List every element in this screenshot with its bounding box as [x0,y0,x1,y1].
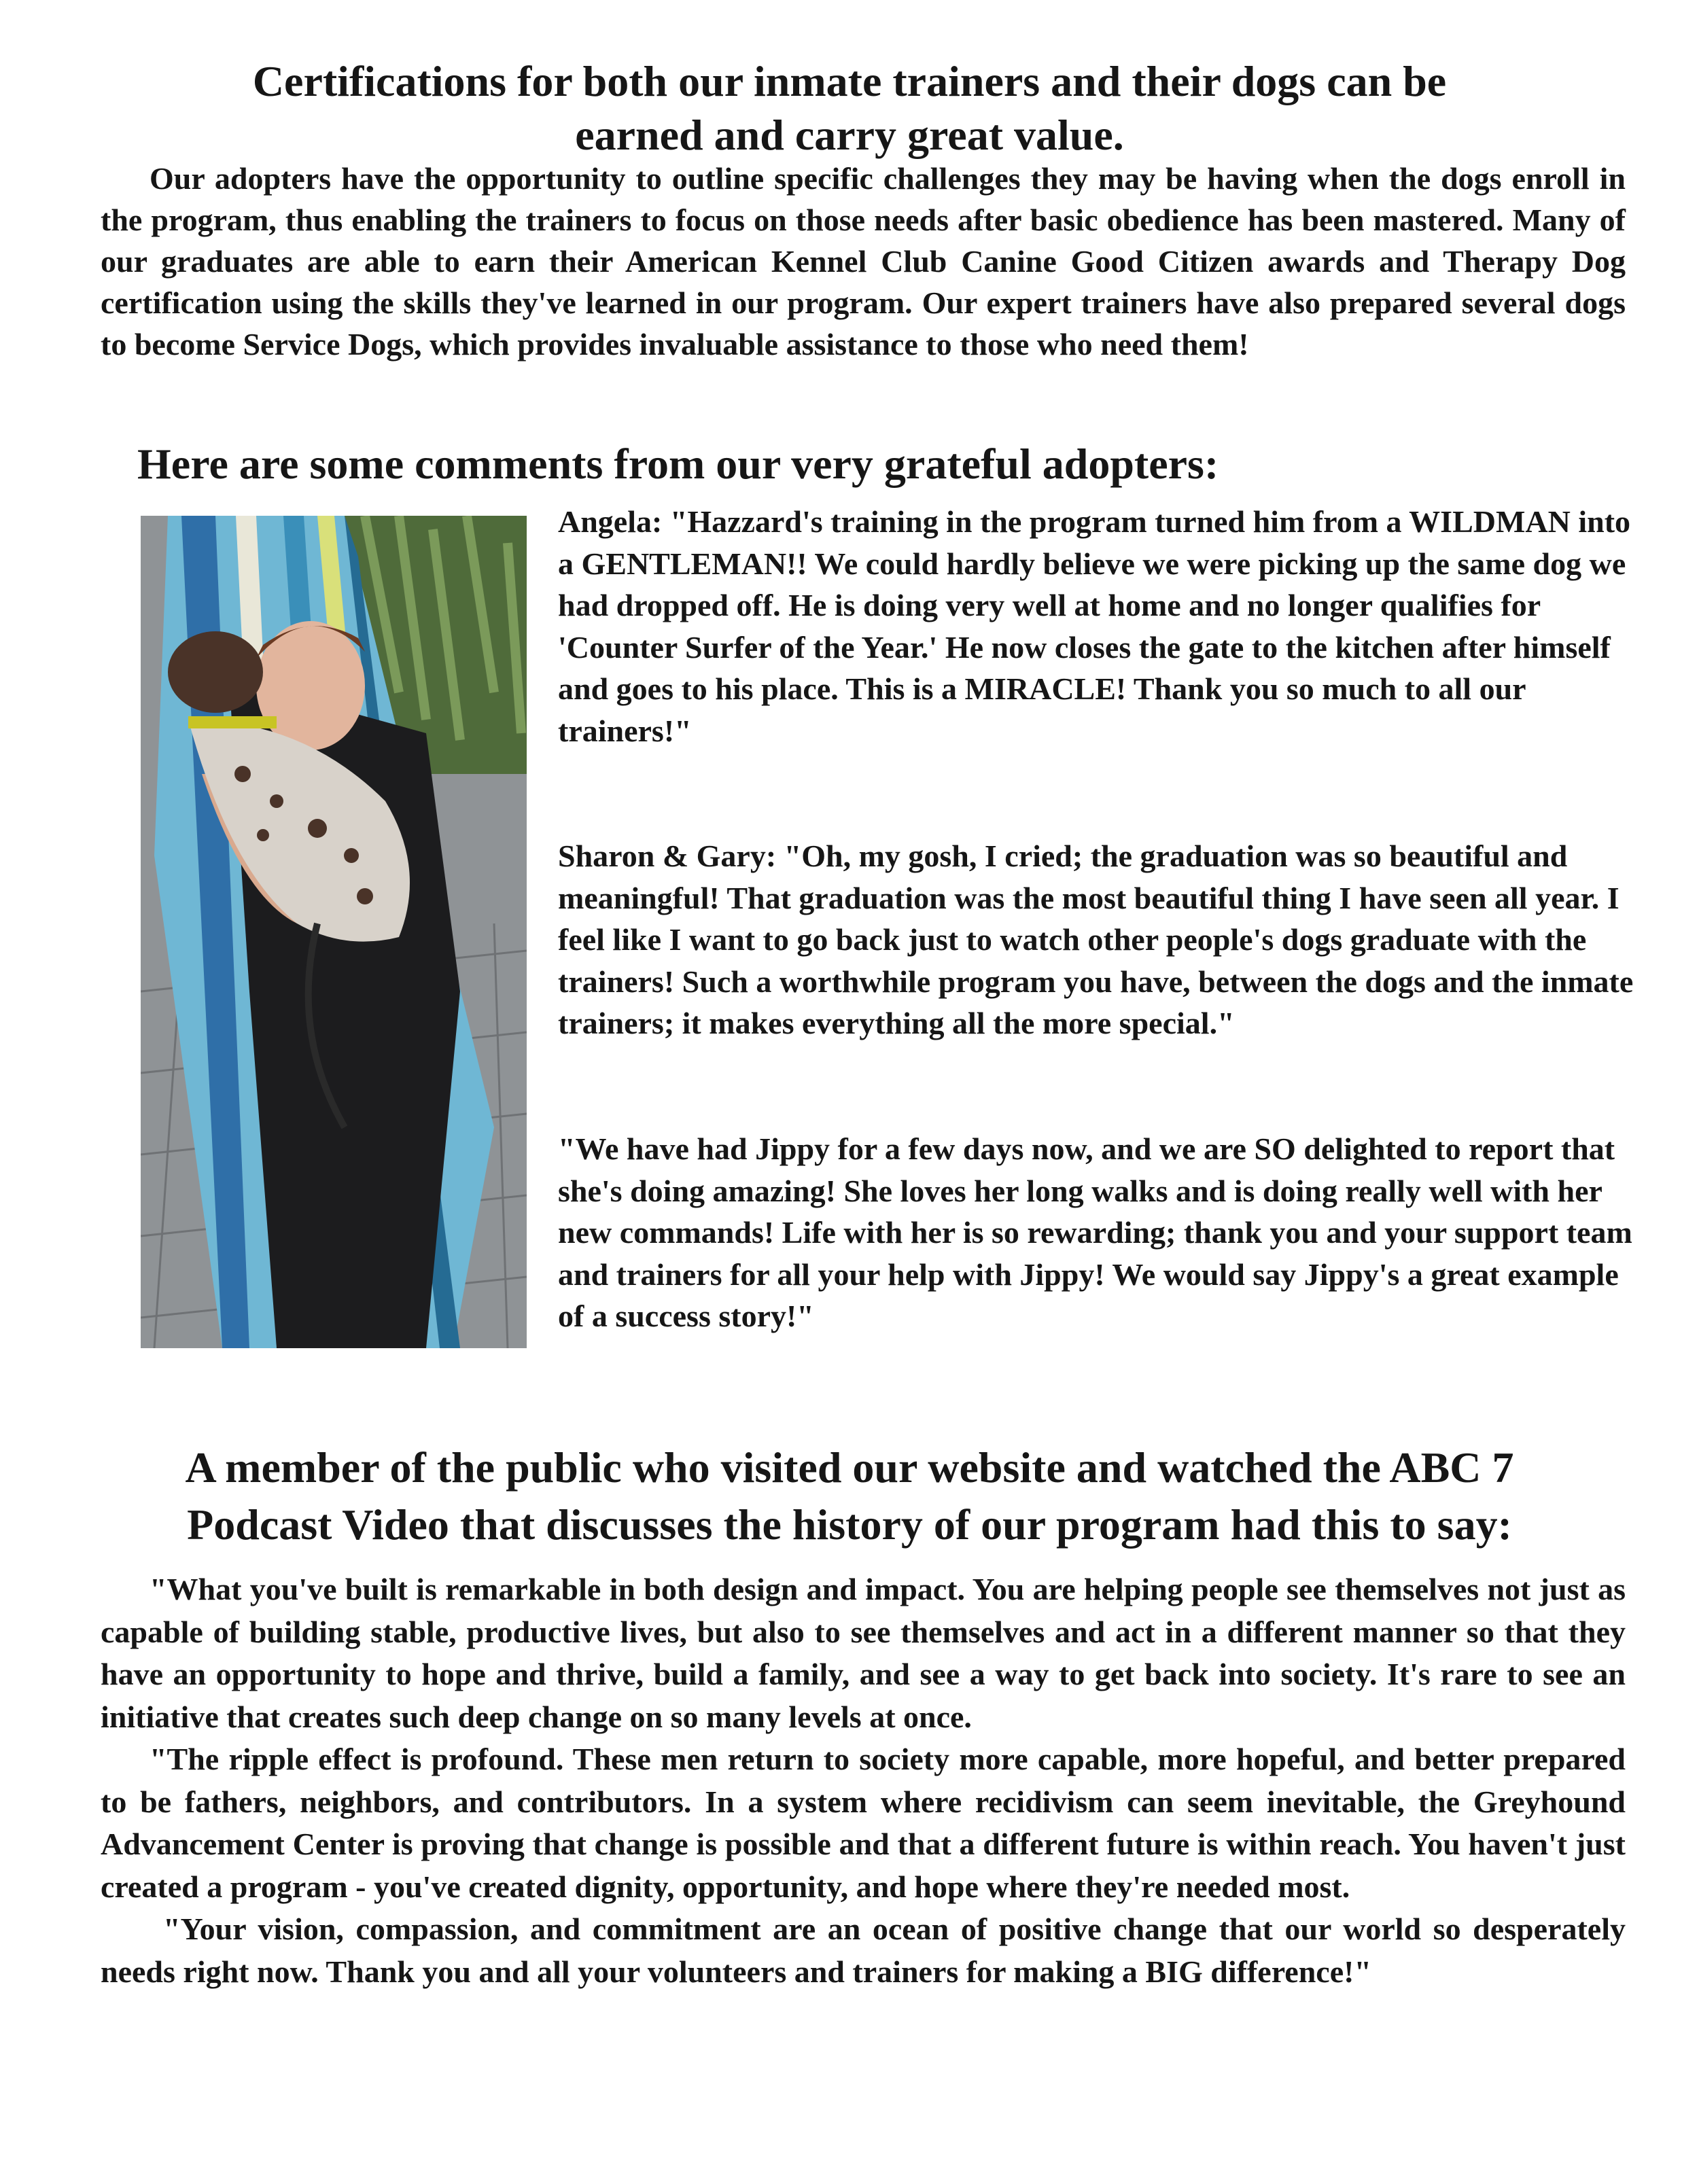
testimonial-angela: Angela: "Hazzard's training in the program turned him from a WILDMAN into a GENTLEMAN!! We could hardly believe we were picking up the same dog we had dropped off. He is doing very well at home and no longer qualifies for 'Counter Surfer of the Year.' He now closes the gate to the kitchen after himself and goes to his place. This is a MIRACLE! Thank you so much to all our trainers!" [558,504,1631,748]
public-quote [101,1568,1626,1993]
public-quote-paragraph-3 [101,1908,1626,1993]
public-quote-paragraph-2-text: "The ripple effect is profound. These men return to society more capable, more hopeful, and better prepared to be fathers, neighbors, and contributors. In a system where recidivism can seem inevitable, the Greyhound Advancement Center is proving that change is possible and that a different future is within reach. You haven't just created a program - you've created dignity, opportunity, and hope where they're needed most. [101,1742,1626,1904]
certifications-heading-line-2: earned and carry great value. [575,111,1124,159]
hammock-photo [141,516,527,1348]
testimonial-sharon-gary: Sharon & Gary: "Oh, my gosh, I cried; the graduation was so beautiful and meaningful! That graduation was the most beautiful thing I have seen all year. I feel like I want to go back just to watch other people's dogs graduate with the trainers! Such a worthwhile program you have, between the dogs and the inmate trainers; it makes everything all the more special." [558,839,1634,1040]
public-quote-paragraph-1-text: "What you've built is remarkable in both design and impact. You are helping people see themselves not just as capable of building stable, productive lives, but also to see themselves and act in a different manner so that they have an opportunity to hope and thrive, build a family, and see a way to get back into society. It's rare to see an initiative that creates such deep change on so many levels at once. [101,1572,1626,1734]
certifications-heading-line-1: Certifications for both our inmate trainers and their dogs can be [252,57,1447,105]
intro-paragraph-text: Our adopters have the opportunity to outline specific challenges they may be having when the dogs enroll in the program, thus enabling the trainers to focus on those needs after basic obedience has been mastered. Many of our graduates are able to earn their American Kennel Club Canine Good Citizen awards and Therapy Dog certification using the skills they've learned in our program. Our expert trainers have also prepared several dogs to become Service Dogs, which provides invaluable assistance to those who need them! [101,161,1626,362]
public-quote-paragraph-3-text: "Your vision, compassion, and commitment are an ocean of positive change that our world so desperately needs right now. Thank you and all your volunteers and trainers for making a BIG difference!" [101,1912,1626,1989]
intro-paragraph [101,158,1626,365]
comments-heading: Here are some comments from our very grateful adopters: [137,440,1219,488]
public-quote-paragraph-1 [101,1568,1626,1738]
public-heading-line-1: A member of the public who visited our website and watched the ABC 7 [185,1443,1514,1492]
public-quote-paragraph-2 [101,1738,1626,1908]
public-heading-line-2: Podcast Video that discusses the history of our program had this to say: [187,1500,1512,1549]
testimonial-jippy: "We have had Jippy for a few days now, and we are SO delighted to report that she's doing amazing! She loves her long walks and is doing really well with her new commands! Life with her is so rewarding; thank you and your support team and trainers for all your help with Jippy! We would say Jippy's a great example of a success story!" [558,1131,1632,1333]
